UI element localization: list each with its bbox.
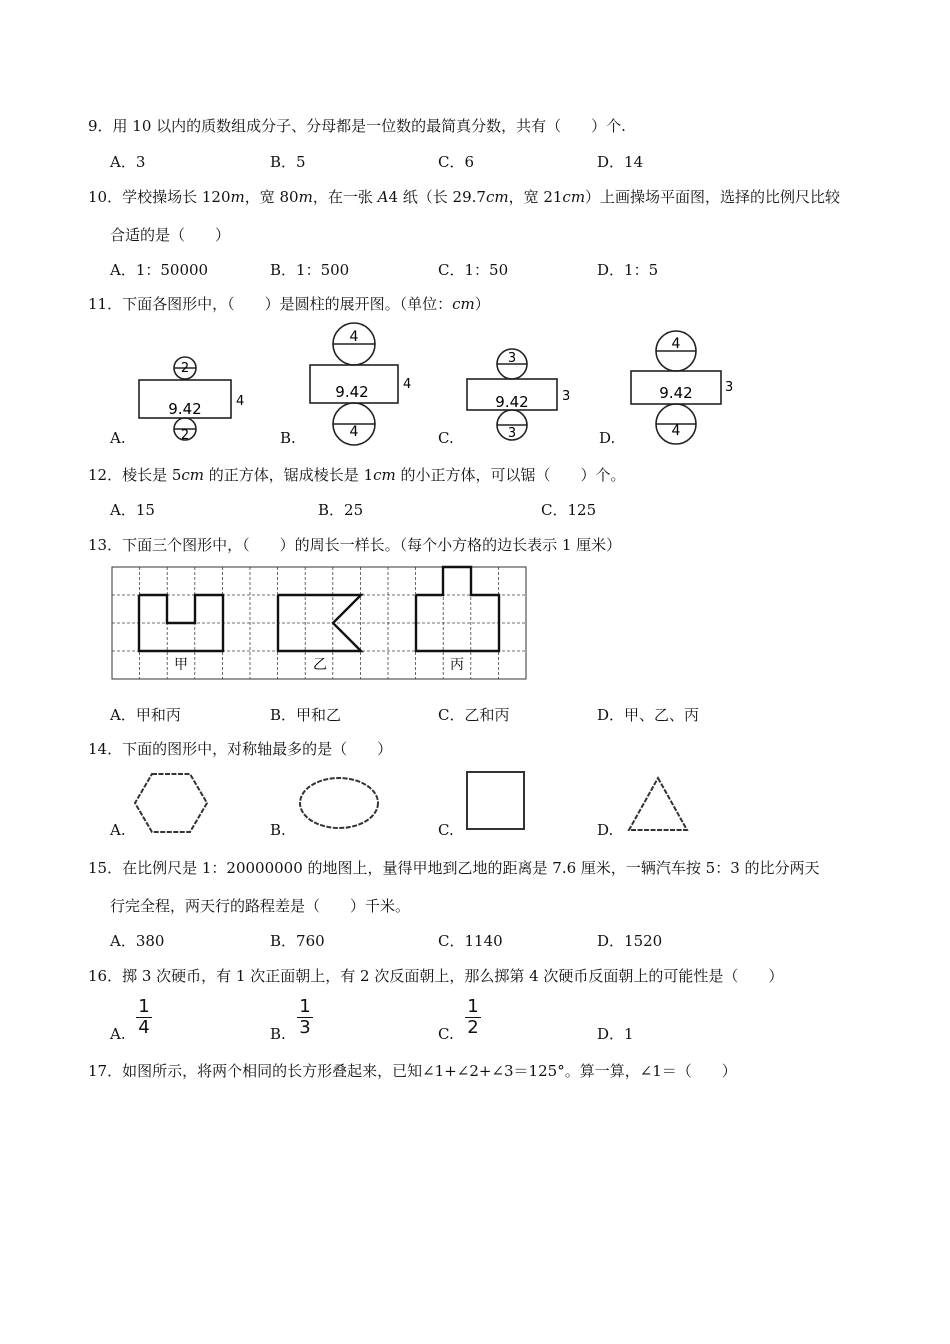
q10-option-a[interactable]: A．1：50000 [110, 261, 209, 279]
q12-option-a[interactable]: A．15 [110, 501, 155, 519]
q16-option-c[interactable]: C. [438, 1025, 454, 1043]
q11-option-d[interactable]: D. [599, 429, 616, 447]
q15-option-c[interactable]: C．1140 [438, 932, 503, 950]
q11-fig-b-top: 4 [349, 329, 359, 345]
q11-fig-a-rect-label: 9.42 [168, 400, 202, 418]
q13-option-b[interactable]: B．甲和乙 [270, 706, 342, 724]
q11-option-a[interactable]: A. [110, 429, 126, 447]
q15-stem-line2: 行完全程，两天行的路程差是（ ）千米。 [110, 897, 411, 915]
q16-stem: 16．掷 3 次硬币，有 1 次正面朝上，有 2 次反面朝上，那么掷第 4 次硬币反面朝上的可能性是（ ） [88, 967, 784, 985]
q15-option-d[interactable]: D．1520 [597, 932, 663, 950]
q16-fraction-c [465, 998, 481, 1037]
q11-fig-c-bottom: 3 [507, 426, 517, 441]
q12-option-c[interactable]: C．125 [541, 501, 597, 519]
square-icon [467, 772, 524, 829]
fraction-denominator: 2 [467, 1017, 479, 1038]
q9-option-d[interactable]: D．14 [597, 153, 644, 171]
q11-fig-b-bottom: 4 [349, 424, 359, 440]
q11-fig-d-top: 4 [671, 336, 681, 352]
q16-fraction-b [297, 998, 313, 1037]
fraction-denominator: 3 [299, 1017, 311, 1038]
q11-option-b[interactable]: B. [280, 429, 296, 447]
q11-fig-c-side: 3 [562, 389, 571, 404]
q13-option-d[interactable]: D．甲、乙、丙 [597, 706, 700, 724]
q14-option-a[interactable]: A. [110, 821, 126, 839]
q11-fig-a-bottom: 2 [180, 428, 190, 443]
q11-fig-d-side: 3 [725, 380, 734, 395]
q13-option-a[interactable]: A．甲和丙 [110, 706, 181, 724]
q9-option-b[interactable]: B．5 [270, 153, 306, 171]
q15-option-a[interactable]: A．380 [110, 932, 165, 950]
triangle-icon [629, 778, 687, 830]
q9-stem: 9．用 10 以内的质数组成分子、分母都是一位数的最简真分数，共有（ ）个. [88, 117, 626, 135]
q12-option-b[interactable]: B．25 [318, 501, 364, 519]
q11-fig-b-side: 4 [403, 377, 412, 392]
q15-option-b[interactable]: B．760 [270, 932, 325, 950]
ellipse-icon [300, 778, 378, 828]
q13-option-c[interactable]: C．乙和丙 [438, 706, 510, 724]
fraction-numerator: 1 [138, 996, 150, 1017]
q16-fraction-a [136, 998, 152, 1037]
q10-option-b[interactable]: B．1：500 [270, 261, 350, 279]
q11-fig-d-bottom: 4 [671, 423, 681, 439]
hexagon-icon [135, 774, 207, 832]
q11-fig-b-rect-label: 9.42 [335, 383, 369, 401]
q13-shape-jia [139, 595, 223, 651]
q12-stem: 12．棱长是 5cm 的正方体，锯成棱长是 1cm 的小正方体，可以锯（ ）个。 [88, 466, 626, 484]
fraction-numerator: 1 [299, 996, 311, 1017]
q13-stem: 13．下面三个图形中，（ ）的周长一样长。（每个小方格的边长表示 1 厘米） [88, 536, 622, 554]
q16-option-d[interactable]: D．1 [597, 1025, 634, 1043]
q13-label-jia: 甲 [174, 657, 188, 673]
q11-fig-c-rect-label: 9.42 [495, 393, 529, 411]
fraction-numerator: 1 [467, 996, 479, 1017]
q9-option-c[interactable]: C．6 [438, 153, 475, 171]
q11-option-c[interactable]: C. [438, 429, 454, 447]
q10-stem-line2: 合适的是（ ） [110, 226, 231, 244]
q10-option-c[interactable]: C．1：50 [438, 261, 509, 279]
q13-label-bing: 丙 [450, 657, 464, 673]
q13-label-yi: 乙 [313, 657, 327, 673]
q15-stem: 15．在比例尺是 1：20000000 的地图上，量得甲地到乙地的距离是 7.6 厘米，一辆汽车按 5：3 的比分两天 [88, 859, 820, 877]
q14-option-b[interactable]: B. [270, 821, 286, 839]
q13-shape-bing [416, 567, 499, 651]
fraction-denominator: 4 [138, 1017, 150, 1038]
q14-option-d[interactable]: D. [597, 821, 614, 839]
q11-fig-d-rect-label: 9.42 [659, 384, 693, 402]
q17-stem: 17．如图所示，将两个相同的长方形叠起来，已知∠1+∠2+∠3＝125°。算一算，∠1＝（ ） [88, 1062, 737, 1080]
q10-option-d[interactable]: D．1：5 [597, 261, 659, 279]
q11-fig-a-top: 2 [180, 361, 190, 376]
q9-option-a[interactable]: A．3 [110, 153, 146, 171]
q14-stem: 14．下面的图形中，对称轴最多的是（ ） [88, 740, 393, 758]
q16-option-a[interactable]: A. [110, 1025, 126, 1043]
q11-stem: 11．下面各图形中，（ ）是圆柱的展开图。（单位：cm） [88, 295, 490, 313]
q10-stem: 10．学校操场长 120m，宽 80m，在一张 A4 纸（长 29.7cm，宽 21cm）上画操场平面图，选择的比例尺比较 [88, 188, 841, 206]
q11-fig-a-side: 4 [236, 394, 245, 409]
q14-option-c[interactable]: C. [438, 821, 454, 839]
q16-option-b[interactable]: B. [270, 1025, 286, 1043]
q11-fig-c-top: 3 [507, 351, 517, 366]
